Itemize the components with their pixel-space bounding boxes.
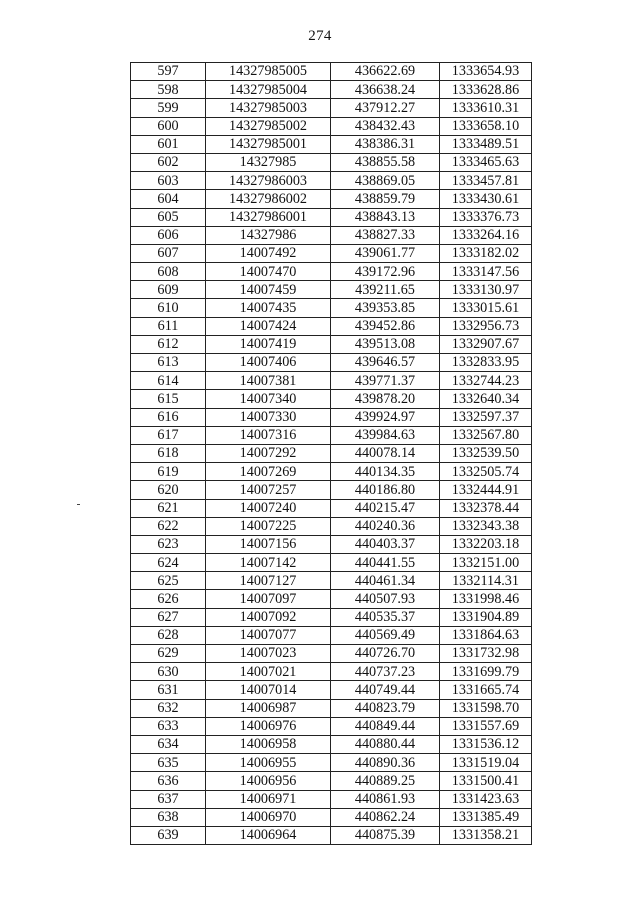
coordinate-x-cell: 437912.27 bbox=[331, 99, 440, 117]
coordinate-x-cell: 440461.34 bbox=[331, 572, 440, 590]
table-row bbox=[131, 754, 532, 772]
coordinate-x-cell: 439061.77 bbox=[331, 244, 440, 262]
coordinate-y-cell: 1331598.70 bbox=[440, 699, 532, 717]
point-id-cell: 14327985001 bbox=[206, 135, 331, 153]
coordinate-x-cell: 440861.93 bbox=[331, 790, 440, 808]
table-row bbox=[131, 135, 532, 153]
point-number-cell: 604 bbox=[131, 190, 206, 208]
point-number-cell: 626 bbox=[131, 590, 206, 608]
page-number: 274 bbox=[308, 28, 332, 44]
point-number-cell: 616 bbox=[131, 408, 206, 426]
point-number-cell: 636 bbox=[131, 772, 206, 790]
point-number-cell: 631 bbox=[131, 681, 206, 699]
coordinate-y-cell: 1332956.73 bbox=[440, 317, 532, 335]
point-id-cell: 14007156 bbox=[206, 535, 331, 553]
coordinate-y-cell: 1333130.97 bbox=[440, 281, 532, 299]
table-row bbox=[131, 535, 532, 553]
coordinate-y-cell: 1331423.63 bbox=[440, 790, 532, 808]
coordinate-x-cell: 440890.36 bbox=[331, 754, 440, 772]
table-row bbox=[131, 626, 532, 644]
point-number-cell: 625 bbox=[131, 572, 206, 590]
point-number-cell: 613 bbox=[131, 354, 206, 372]
point-number-cell: 605 bbox=[131, 208, 206, 226]
table-row bbox=[131, 645, 532, 663]
coordinate-x-cell: 440569.49 bbox=[331, 626, 440, 644]
table-row bbox=[131, 717, 532, 735]
coordinate-y-cell: 1333457.81 bbox=[440, 172, 532, 190]
point-number-cell: 638 bbox=[131, 808, 206, 826]
coordinate-x-cell: 438859.79 bbox=[331, 190, 440, 208]
point-id-cell: 14327986 bbox=[206, 226, 331, 244]
coordinate-x-cell: 438855.58 bbox=[331, 153, 440, 171]
coordinate-x-cell: 438827.33 bbox=[331, 226, 440, 244]
coordinate-y-cell: 1331665.74 bbox=[440, 681, 532, 699]
coordinate-y-cell: 1332151.00 bbox=[440, 554, 532, 572]
coordinate-x-cell: 438843.13 bbox=[331, 208, 440, 226]
point-id-cell: 14007292 bbox=[206, 444, 331, 462]
coordinate-x-cell: 440737.23 bbox=[331, 663, 440, 681]
coordinate-y-cell: 1332640.34 bbox=[440, 390, 532, 408]
coordinate-x-cell: 440875.39 bbox=[331, 826, 440, 844]
coordinate-y-cell: 1331998.46 bbox=[440, 590, 532, 608]
table-row bbox=[131, 772, 532, 790]
coordinate-y-cell: 1333610.31 bbox=[440, 99, 532, 117]
coordinate-x-cell: 439452.86 bbox=[331, 317, 440, 335]
coordinate-y-cell: 1331500.41 bbox=[440, 772, 532, 790]
coordinate-y-cell: 1332833.95 bbox=[440, 354, 532, 372]
coordinate-x-cell: 439924.97 bbox=[331, 408, 440, 426]
coordinate-x-cell: 438869.05 bbox=[331, 172, 440, 190]
point-id-cell: 14006958 bbox=[206, 735, 331, 753]
coordinate-x-cell: 440507.93 bbox=[331, 590, 440, 608]
coordinate-x-cell: 438432.43 bbox=[331, 117, 440, 135]
point-id-cell: 14327985 bbox=[206, 153, 331, 171]
table-row bbox=[131, 444, 532, 462]
point-id-cell: 14007381 bbox=[206, 372, 331, 390]
point-id-cell: 14006970 bbox=[206, 808, 331, 826]
table-row bbox=[131, 517, 532, 535]
table-row bbox=[131, 117, 532, 135]
point-id-cell: 14007435 bbox=[206, 299, 331, 317]
point-id-cell: 14007340 bbox=[206, 390, 331, 408]
coordinate-x-cell: 440441.55 bbox=[331, 554, 440, 572]
coordinates-table bbox=[130, 62, 532, 845]
table-row bbox=[131, 172, 532, 190]
coordinate-y-cell: 1333430.61 bbox=[440, 190, 532, 208]
point-number-cell: 598 bbox=[131, 81, 206, 99]
table-row bbox=[131, 99, 532, 117]
coordinate-x-cell: 436638.24 bbox=[331, 81, 440, 99]
point-number-cell: 608 bbox=[131, 263, 206, 281]
coordinate-y-cell: 1332378.44 bbox=[440, 499, 532, 517]
point-number-cell: 621 bbox=[131, 499, 206, 517]
point-id-cell: 14327985004 bbox=[206, 81, 331, 99]
point-number-cell: 628 bbox=[131, 626, 206, 644]
table-row bbox=[131, 153, 532, 171]
table-row bbox=[131, 390, 532, 408]
coordinate-x-cell: 439353.85 bbox=[331, 299, 440, 317]
point-id-cell: 14006964 bbox=[206, 826, 331, 844]
table-row bbox=[131, 317, 532, 335]
coordinate-x-cell: 440403.37 bbox=[331, 535, 440, 553]
table-row bbox=[131, 281, 532, 299]
coordinate-x-cell: 439771.37 bbox=[331, 372, 440, 390]
table-row bbox=[131, 735, 532, 753]
point-number-cell: 615 bbox=[131, 390, 206, 408]
table-row bbox=[131, 244, 532, 262]
point-id-cell: 14007023 bbox=[206, 645, 331, 663]
point-number-cell: 599 bbox=[131, 99, 206, 117]
point-number-cell: 634 bbox=[131, 735, 206, 753]
point-number-cell: 603 bbox=[131, 172, 206, 190]
point-number-cell: 633 bbox=[131, 717, 206, 735]
coordinate-x-cell: 439513.08 bbox=[331, 335, 440, 353]
coordinate-x-cell: 440862.24 bbox=[331, 808, 440, 826]
table-row bbox=[131, 63, 532, 81]
point-number-cell: 609 bbox=[131, 281, 206, 299]
point-number-cell: 622 bbox=[131, 517, 206, 535]
coordinate-y-cell: 1331358.21 bbox=[440, 826, 532, 844]
coordinate-y-cell: 1333628.86 bbox=[440, 81, 532, 99]
coordinate-y-cell: 1331904.89 bbox=[440, 608, 532, 626]
coordinate-x-cell: 436622.69 bbox=[331, 63, 440, 81]
point-id-cell: 14007316 bbox=[206, 426, 331, 444]
point-number-cell: 618 bbox=[131, 444, 206, 462]
coordinate-y-cell: 1331557.69 bbox=[440, 717, 532, 735]
point-number-cell: 635 bbox=[131, 754, 206, 772]
coordinate-y-cell: 1331536.12 bbox=[440, 735, 532, 753]
coordinate-x-cell: 440134.35 bbox=[331, 463, 440, 481]
coordinate-y-cell: 1332203.18 bbox=[440, 535, 532, 553]
coordinate-y-cell: 1333376.73 bbox=[440, 208, 532, 226]
point-id-cell: 14327986003 bbox=[206, 172, 331, 190]
table-row bbox=[131, 554, 532, 572]
coordinate-x-cell: 440726.70 bbox=[331, 645, 440, 663]
coordinate-y-cell: 1331385.49 bbox=[440, 808, 532, 826]
point-number-cell: 639 bbox=[131, 826, 206, 844]
point-id-cell: 14327985005 bbox=[206, 63, 331, 81]
coordinate-y-cell: 1333182.02 bbox=[440, 244, 532, 262]
point-number-cell: 619 bbox=[131, 463, 206, 481]
coordinate-y-cell: 1332567.80 bbox=[440, 426, 532, 444]
point-id-cell: 14006987 bbox=[206, 699, 331, 717]
coordinate-x-cell: 438386.31 bbox=[331, 135, 440, 153]
coordinate-x-cell: 440880.44 bbox=[331, 735, 440, 753]
point-id-cell: 14007459 bbox=[206, 281, 331, 299]
table-row bbox=[131, 499, 532, 517]
point-number-cell: 612 bbox=[131, 335, 206, 353]
coordinate-y-cell: 1332343.38 bbox=[440, 517, 532, 535]
point-number-cell: 601 bbox=[131, 135, 206, 153]
point-id-cell: 14006971 bbox=[206, 790, 331, 808]
point-id-cell: 14007419 bbox=[206, 335, 331, 353]
coordinate-x-cell: 440215.47 bbox=[331, 499, 440, 517]
table-row bbox=[131, 299, 532, 317]
coordinate-y-cell: 1332444.91 bbox=[440, 481, 532, 499]
table-row bbox=[131, 408, 532, 426]
point-number-cell: 627 bbox=[131, 608, 206, 626]
coordinates-table-body bbox=[131, 63, 532, 845]
coordinate-y-cell: 1332907.67 bbox=[440, 335, 532, 353]
point-id-cell: 14007330 bbox=[206, 408, 331, 426]
point-id-cell: 14007225 bbox=[206, 517, 331, 535]
point-id-cell: 14327985002 bbox=[206, 117, 331, 135]
point-number-cell: 602 bbox=[131, 153, 206, 171]
coordinate-y-cell: 1332114.31 bbox=[440, 572, 532, 590]
coordinate-y-cell: 1333658.10 bbox=[440, 117, 532, 135]
coordinate-x-cell: 440823.79 bbox=[331, 699, 440, 717]
point-id-cell: 14327986002 bbox=[206, 190, 331, 208]
point-number-cell: 617 bbox=[131, 426, 206, 444]
point-id-cell: 14007014 bbox=[206, 681, 331, 699]
coordinate-x-cell: 440186.80 bbox=[331, 481, 440, 499]
table-row bbox=[131, 663, 532, 681]
coordinate-x-cell: 440240.36 bbox=[331, 517, 440, 535]
point-id-cell: 14327985003 bbox=[206, 99, 331, 117]
table-row bbox=[131, 226, 532, 244]
coordinate-y-cell: 1331864.63 bbox=[440, 626, 532, 644]
coordinate-x-cell: 439172.96 bbox=[331, 263, 440, 281]
point-id-cell: 14007406 bbox=[206, 354, 331, 372]
table-row bbox=[131, 808, 532, 826]
point-id-cell: 14006956 bbox=[206, 772, 331, 790]
point-number-cell: 611 bbox=[131, 317, 206, 335]
point-number-cell: 623 bbox=[131, 535, 206, 553]
point-id-cell: 14007021 bbox=[206, 663, 331, 681]
scan-speck bbox=[77, 504, 80, 505]
table-row bbox=[131, 208, 532, 226]
table-row bbox=[131, 372, 532, 390]
point-id-cell: 14007492 bbox=[206, 244, 331, 262]
coordinate-x-cell: 440078.14 bbox=[331, 444, 440, 462]
point-number-cell: 620 bbox=[131, 481, 206, 499]
table-row bbox=[131, 608, 532, 626]
point-id-cell: 14006955 bbox=[206, 754, 331, 772]
coordinate-y-cell: 1332539.50 bbox=[440, 444, 532, 462]
point-id-cell: 14007142 bbox=[206, 554, 331, 572]
point-id-cell: 14007240 bbox=[206, 499, 331, 517]
coordinate-x-cell: 439984.63 bbox=[331, 426, 440, 444]
table-row bbox=[131, 81, 532, 99]
coordinate-y-cell: 1331732.98 bbox=[440, 645, 532, 663]
table-row bbox=[131, 263, 532, 281]
coordinate-y-cell: 1331699.79 bbox=[440, 663, 532, 681]
table-row bbox=[131, 572, 532, 590]
point-id-cell: 14007097 bbox=[206, 590, 331, 608]
point-id-cell: 14007424 bbox=[206, 317, 331, 335]
point-id-cell: 14007092 bbox=[206, 608, 331, 626]
point-id-cell: 14327986001 bbox=[206, 208, 331, 226]
coordinate-y-cell: 1333489.51 bbox=[440, 135, 532, 153]
point-id-cell: 14007257 bbox=[206, 481, 331, 499]
coordinate-y-cell: 1333147.56 bbox=[440, 263, 532, 281]
table-row bbox=[131, 426, 532, 444]
point-number-cell: 630 bbox=[131, 663, 206, 681]
point-number-cell: 607 bbox=[131, 244, 206, 262]
point-id-cell: 14007470 bbox=[206, 263, 331, 281]
point-number-cell: 637 bbox=[131, 790, 206, 808]
point-number-cell: 600 bbox=[131, 117, 206, 135]
coordinate-y-cell: 1333264.16 bbox=[440, 226, 532, 244]
coordinate-y-cell: 1332744.23 bbox=[440, 372, 532, 390]
point-number-cell: 597 bbox=[131, 63, 206, 81]
table-row bbox=[131, 335, 532, 353]
coordinate-x-cell: 439646.57 bbox=[331, 354, 440, 372]
table-row bbox=[131, 790, 532, 808]
point-id-cell: 14007269 bbox=[206, 463, 331, 481]
point-id-cell: 14007127 bbox=[206, 572, 331, 590]
point-number-cell: 624 bbox=[131, 554, 206, 572]
table-row bbox=[131, 190, 532, 208]
table-row bbox=[131, 681, 532, 699]
coordinate-y-cell: 1332505.74 bbox=[440, 463, 532, 481]
table-row bbox=[131, 481, 532, 499]
point-id-cell: 14007077 bbox=[206, 626, 331, 644]
table-row bbox=[131, 699, 532, 717]
point-id-cell: 14006976 bbox=[206, 717, 331, 735]
table-row bbox=[131, 590, 532, 608]
table-row bbox=[131, 354, 532, 372]
point-number-cell: 632 bbox=[131, 699, 206, 717]
coordinate-x-cell: 440849.44 bbox=[331, 717, 440, 735]
table-row bbox=[131, 463, 532, 481]
point-number-cell: 606 bbox=[131, 226, 206, 244]
coordinate-y-cell: 1331519.04 bbox=[440, 754, 532, 772]
coordinate-x-cell: 440749.44 bbox=[331, 681, 440, 699]
point-number-cell: 629 bbox=[131, 645, 206, 663]
coordinate-y-cell: 1333015.61 bbox=[440, 299, 532, 317]
coordinate-y-cell: 1333654.93 bbox=[440, 63, 532, 81]
point-number-cell: 614 bbox=[131, 372, 206, 390]
coordinate-y-cell: 1333465.63 bbox=[440, 153, 532, 171]
coordinate-x-cell: 440889.25 bbox=[331, 772, 440, 790]
table-row bbox=[131, 826, 532, 844]
coordinate-x-cell: 439878.20 bbox=[331, 390, 440, 408]
coordinate-x-cell: 440535.37 bbox=[331, 608, 440, 626]
coordinate-x-cell: 439211.65 bbox=[331, 281, 440, 299]
point-number-cell: 610 bbox=[131, 299, 206, 317]
coordinate-y-cell: 1332597.37 bbox=[440, 408, 532, 426]
